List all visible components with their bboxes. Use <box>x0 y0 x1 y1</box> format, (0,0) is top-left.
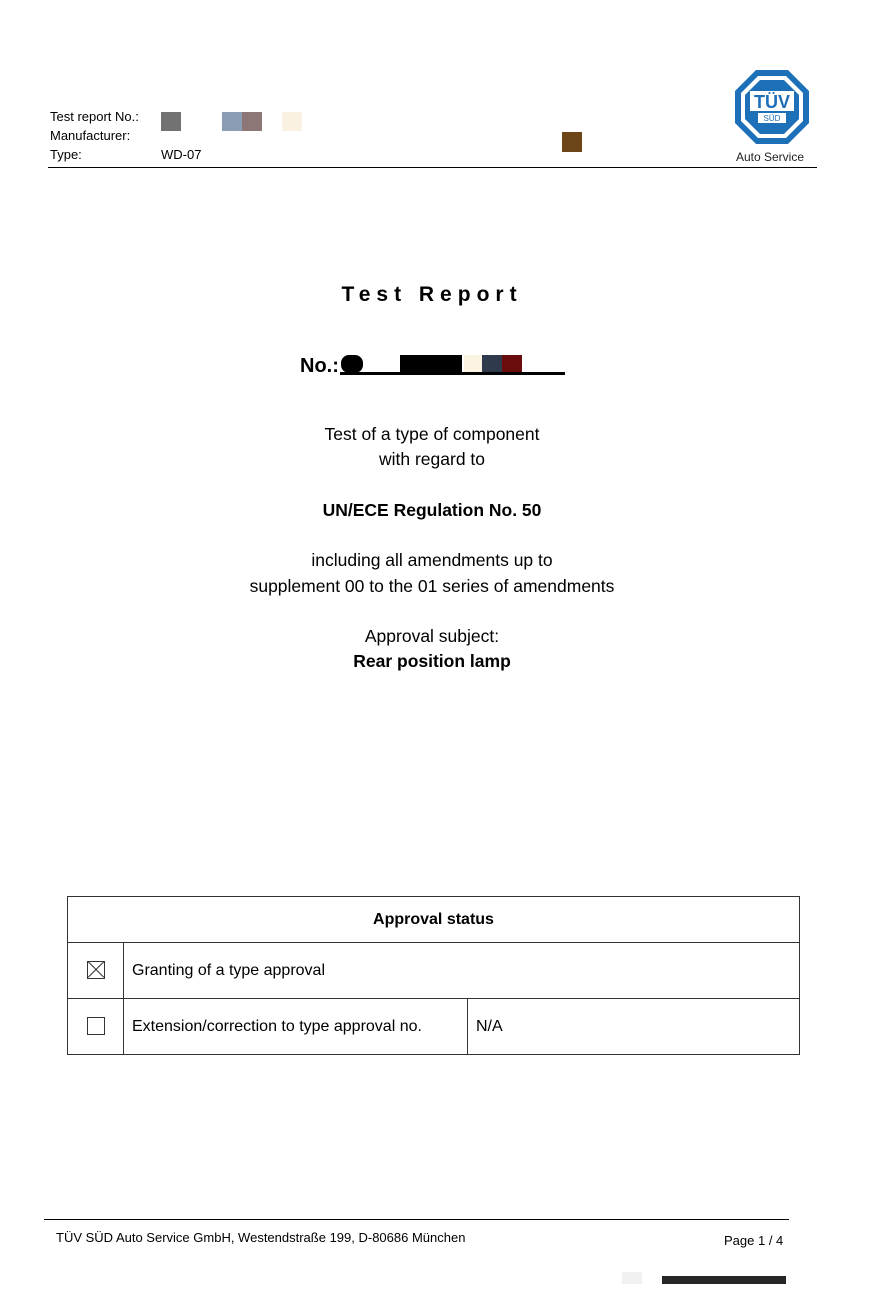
logo-sub: SÜD <box>763 114 781 123</box>
amendments-line-2: supplement 00 to the 01 series of amendments <box>249 576 615 596</box>
amendments-line-1: including all amendments up to <box>311 550 553 570</box>
regulation-title: UN/ECE Regulation No. 50 <box>322 500 542 520</box>
page-number: Page 1 / 4 <box>724 1233 784 1248</box>
extension-label: Extension/correction to type approval no. <box>124 999 468 1055</box>
type-value: WD-07 <box>161 147 202 162</box>
extension-value: N/A <box>468 999 800 1055</box>
table-row <box>68 943 800 999</box>
logo-caption: Auto Service <box>735 150 805 164</box>
footer-divider <box>44 1219 789 1220</box>
tuv-sud-logo <box>733 68 811 151</box>
header-divider <box>48 167 817 168</box>
approval-subject-label: Approval subject: <box>364 626 500 646</box>
granting-checkbox[interactable] <box>87 961 105 979</box>
approval-status-table <box>67 896 800 1055</box>
document-number-prefix: No.: <box>300 355 339 377</box>
table-row <box>68 999 800 1055</box>
logo-brand: TÜV <box>754 92 790 112</box>
document-number <box>300 355 339 378</box>
granting-label: Granting of a type approval <box>124 943 800 999</box>
intro-line-1: Test of a type of component <box>324 424 540 444</box>
extension-checkbox[interactable] <box>87 1017 105 1035</box>
approval-status-heading: Approval status <box>68 897 800 943</box>
intro-line-2: with regard to <box>378 449 486 469</box>
report-no-label: Test report No.: <box>50 109 139 124</box>
approval-subject-value: Rear position lamp <box>353 651 511 671</box>
footer-address: TÜV SÜD Auto Service GmbH, Westendstraße 199, D-80686 München <box>56 1230 466 1245</box>
document-title: Test Report <box>341 283 523 306</box>
manufacturer-label: Manufacturer: <box>50 128 131 143</box>
type-label: Type: <box>50 147 82 162</box>
